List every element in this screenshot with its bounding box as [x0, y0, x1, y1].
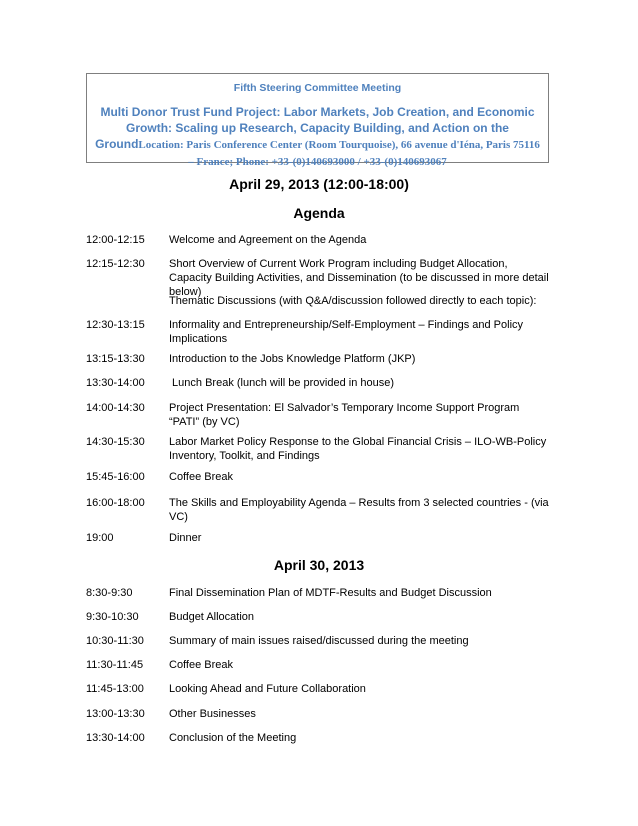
meeting-header-box: [86, 73, 549, 168]
agenda-time: 11:45-13:00: [86, 683, 144, 695]
agenda-time: 13:30-14:00: [86, 732, 145, 744]
agenda-time: 13:15-13:30: [86, 353, 145, 365]
agenda-time: 10:30-11:30: [86, 635, 144, 647]
agenda-item: Coffee Break: [169, 659, 234, 671]
meeting-location: Location: Paris Conference Center (Room Tourquoise), 66 avenue d'Iéna, Paris 75116 – France; Phone: +33-(0)140693000 / +33-(0)140693067: [138, 139, 540, 168]
agenda-time: 19:00: [86, 532, 114, 544]
agenda-time: 13:00-13:30: [86, 708, 145, 720]
agenda-item: Dinner: [169, 532, 202, 544]
project-name: Multi Donor Trust Fund Project: Labor Markets, Job Creation, and Economic Growth: Scaling up Research, Capacity Building, and Action on the Ground: [95, 105, 535, 151]
agenda-item: Project Presentation: El Salvador’s Temporary Income Support Program “PATI” (by VC): [169, 402, 520, 428]
day1-date-heading: April 29, 2013 (12:00-18:00): [229, 176, 409, 192]
agenda-item: Welcome and Agreement on the Agenda: [169, 234, 367, 246]
agenda-time: 12:00-12:15: [86, 234, 145, 246]
meeting-title: Fifth Steering Committee Meeting: [233, 82, 402, 94]
agenda-item: Thematic Discussions (with Q&A/discussion followed directly to each topic):: [169, 295, 537, 307]
agenda-time: 12:30-13:15: [86, 319, 145, 331]
agenda-item: Final Dissemination Plan of MDTF-Results and Budget Discussion: [169, 587, 492, 599]
agenda-time: 14:00-14:30: [86, 402, 145, 414]
agenda-time: 15:45-16:00: [86, 471, 145, 483]
agenda-item: Budget Allocation: [169, 611, 255, 623]
agenda-item: Short Overview of Current Work Program including Budget Allocation, Capacity Building Activities, and Dissemination (to be discussed in more detail below): [169, 258, 549, 298]
day2-date-heading: April 30, 2013: [273, 557, 365, 573]
agenda-heading: Agenda: [293, 205, 345, 221]
agenda-time: 14:30-15:30: [86, 436, 145, 448]
agenda-item: Lunch Break (lunch will be provided in house): [169, 377, 395, 389]
agenda-item: Looking Ahead and Future Collaboration: [169, 683, 366, 695]
agenda-time: 11:30-11:45: [86, 659, 144, 671]
agenda-time: 8:30-9:30: [86, 587, 133, 599]
agenda-item: Other Businesses: [169, 708, 256, 720]
agenda-time: 13:30-14:00: [86, 377, 145, 389]
agenda-item: Labor Market Policy Response to the Global Financial Crisis – ILO-WB-Policy Inventory, Toolkit, and Findings: [169, 436, 547, 462]
agenda-item: Introduction to the Jobs Knowledge Platform (JKP): [169, 353, 416, 365]
agenda-time: 9:30-10:30: [86, 611, 139, 623]
agenda-time: 12:15-12:30: [86, 258, 145, 270]
agenda-item: Conclusion of the Meeting: [169, 732, 297, 744]
agenda-item: Coffee Break: [169, 471, 234, 483]
agenda-item: The Skills and Employability Agenda – Results from 3 selected countries - (via VC): [169, 497, 549, 523]
project-description: [87, 104, 548, 170]
agenda-time: 16:00-18:00: [86, 497, 145, 509]
agenda-item: Summary of main issues raised/discussed during the meeting: [169, 635, 469, 647]
agenda-item: Informality and Entrepreneurship/Self-Employment – Findings and Policy Implications: [169, 319, 524, 345]
